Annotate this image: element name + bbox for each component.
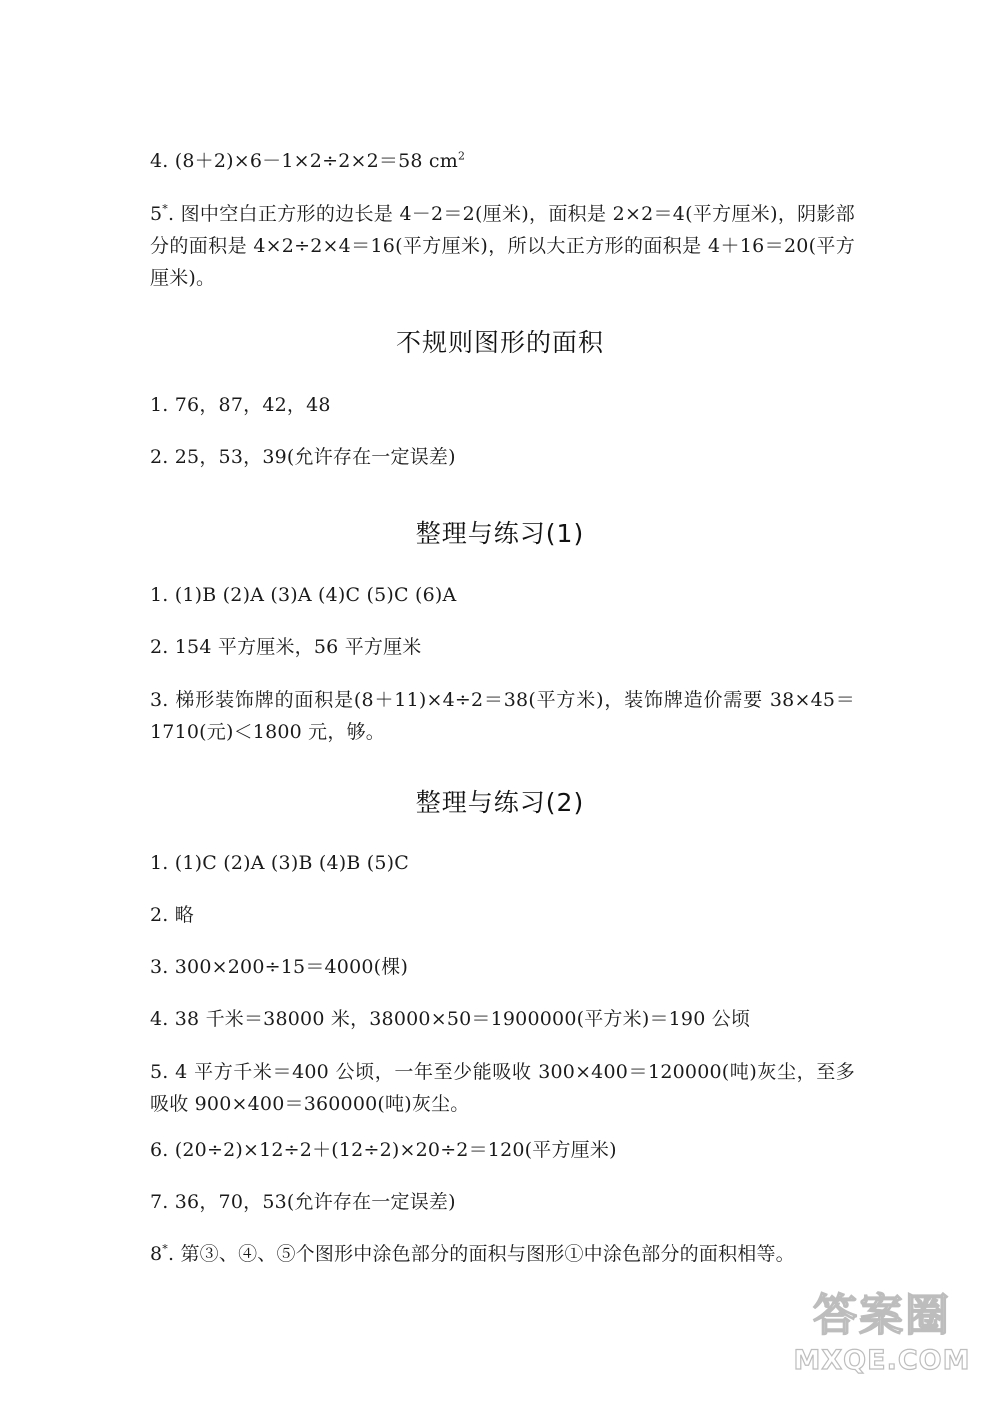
- section-title-review-2: 整理与练习(2): [415, 788, 585, 817]
- answer-item-7: 7. 36，70，53(允许存在一定误差): [150, 1191, 456, 1213]
- answer-item-6: 6. (20÷2)×12÷2＋(12÷2)×20÷2＝120(平方厘米): [150, 1139, 617, 1161]
- site-watermark-logo: [782, 1289, 982, 1399]
- answer-item-5-text: . 图中空白正方形的边长是 4－2＝2(厘米)，面积是 2×2＝4(平方厘米)，阴影部分的面积是 4×2÷2×4＝16(平方厘米)，所以大正方形的面积是 4＋16＝20(平方厘米)。: [150, 203, 855, 289]
- watermark-domain: MXQE.COM: [793, 1345, 971, 1376]
- answer-item-2: 2. 25，53，39(允许存在一定误差): [150, 446, 456, 468]
- answer-item-1: 1. 76，87，42，48: [150, 394, 331, 416]
- answer-item-5: 5. 4 平方千米＝400 公顷，一年至少能吸收 300×400＝120000(吨)灰尘，至多吸收 900×400＝360000(吨)灰尘。: [150, 1061, 855, 1115]
- challenge-star: *: [162, 202, 168, 216]
- answer-item-1: 1. (1)B (2)A (3)A (4)C (5)C (6)A: [150, 584, 457, 606]
- answer-item-2: 2. 略: [150, 904, 194, 926]
- answer-item-4: 4. 38 千米＝38000 米，38000×50＝1900000(平方米)＝190 公顷: [150, 1008, 751, 1030]
- challenge-star: *: [162, 1242, 168, 1256]
- answer-item-4-text: 4. (8＋2)×6－1×2÷2×2＝58 cm: [150, 150, 458, 172]
- answer-item-1: 1. (1)C (2)A (3)B (4)B (5)C: [150, 852, 410, 874]
- answer-item-2: 2. 154 平方厘米，56 平方厘米: [150, 636, 422, 658]
- answer-item-8: [150, 1241, 795, 1268]
- answer-item-5: [150, 198, 855, 294]
- answer-item-3: 3. 300×200÷15＝4000(棵): [150, 956, 409, 978]
- section-title-irregular-area: 不规则图形的面积: [395, 328, 604, 357]
- answer-item-8-number: 8: [150, 1243, 163, 1265]
- answer-item-4: [150, 148, 465, 175]
- watermark-title: 答案圈: [813, 1290, 951, 1341]
- answer-item-5-number: 5: [150, 203, 163, 225]
- section-title-review-1: 整理与练习(1): [415, 519, 585, 548]
- answer-item-8-text: . 第③、④、⑤个图形中涂色部分的面积与图形①中涂色部分的面积相等。: [168, 1243, 795, 1265]
- unit-exponent: 2: [457, 149, 466, 163]
- answer-item-3: 3. 梯形装饰牌的面积是(8＋11)×4÷2＝38(平方米)，装饰牌造价需要 38×45＝1710(元)＜1800 元，够。: [150, 689, 855, 743]
